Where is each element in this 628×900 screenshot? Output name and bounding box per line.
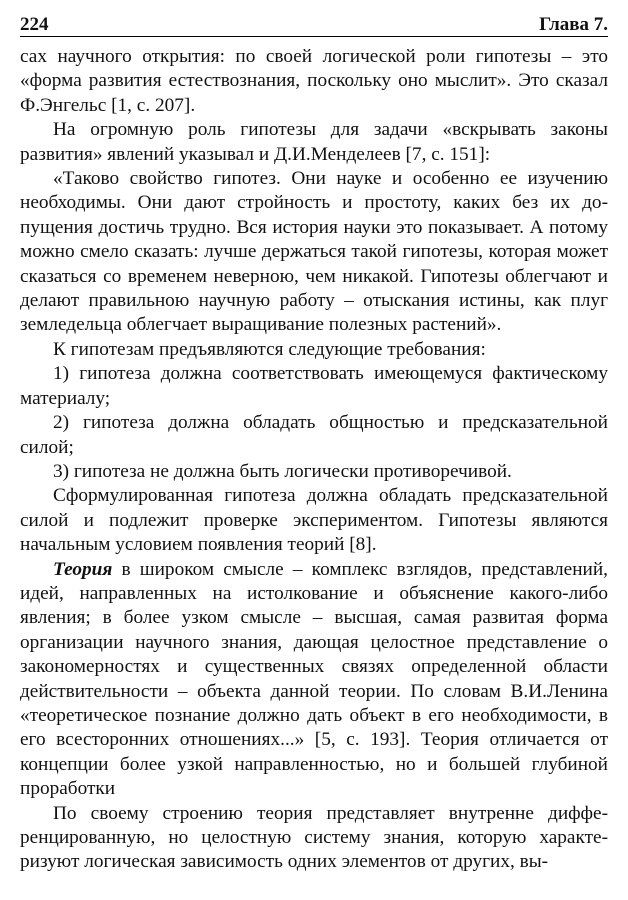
list-item: 2) гипотеза должна обладать общностью и предсказательной силой;	[20, 412, 608, 458]
page-header	[20, 10, 608, 37]
quote-paragraph: «Таково свойство гипотез. Они науке и особенно ее изучению необходимы. Они дают стройность и простоту, каких без их допущения достичь трудно. Вся история науки это показывает. А потому можно смело сказать: лучше держаться такой гипотезы, которая может сказаться со временем неверною, чем никакой. Гипотезы облегчают и делают правильною научную работу – отыскания истины, как плуг земледельца облегчает выращивание полезных растений».	[20, 168, 608, 336]
definition-text: в широком смысле – комплекс взглядов, представлений, идей, направленных на истолкование и объяснение какого-либо явления; в более узком смысле – высшая, самая развитая форма организации научного знания, дающая целостное представление о закономерностях и существенных связях определенной области действительности – объекта данной теории. По словам В.И.Ленина «теоретическое познание должно дать объект в его необходимости, в его всесторонних отношениях...» [5, с. 193]. Теория отличается от концепции более узкой направленностью, но и большей глубиной проработки	[20, 558, 608, 800]
paragraph: К гипотезам предъявляются следующие требования:	[53, 338, 486, 360]
paragraph: сах научного открытия: по своей логической роли гипотезы – это «форма развития естествознания, поскольку оно мыслит». Это сказал Ф.Энгельс [1, с. 207].	[20, 46, 608, 116]
chapter-title: Глава 7.	[539, 14, 608, 35]
definition-paragraph	[20, 558, 608, 802]
list-item: 3) гипотеза не должна быть логически противоречивой.	[53, 460, 512, 482]
defined-term: Теория	[53, 558, 113, 580]
paragraph: Сформулированная гипотеза должна обладать предсказательной силой и подлежит проверке экспериментом. Гипотезы являются начальным условием появления теорий [8].	[20, 485, 608, 556]
paragraph: По своему строению теория представляет внутренне дифференцированную, но целостную систему знания, которую характеризуют логическая зависимость одних элементов от других, вы-	[20, 802, 608, 873]
paragraph: На огромную роль гипотезы для задачи «вскрывать законы развития» явлений указывал и Д.И.Менделеев [7, с. 151]:	[20, 119, 608, 165]
list-item: 1) гипотеза должна соответствовать имеющемуся фактическому материалу;	[20, 363, 608, 409]
page-number: 224	[20, 14, 49, 35]
body-text	[20, 45, 608, 875]
